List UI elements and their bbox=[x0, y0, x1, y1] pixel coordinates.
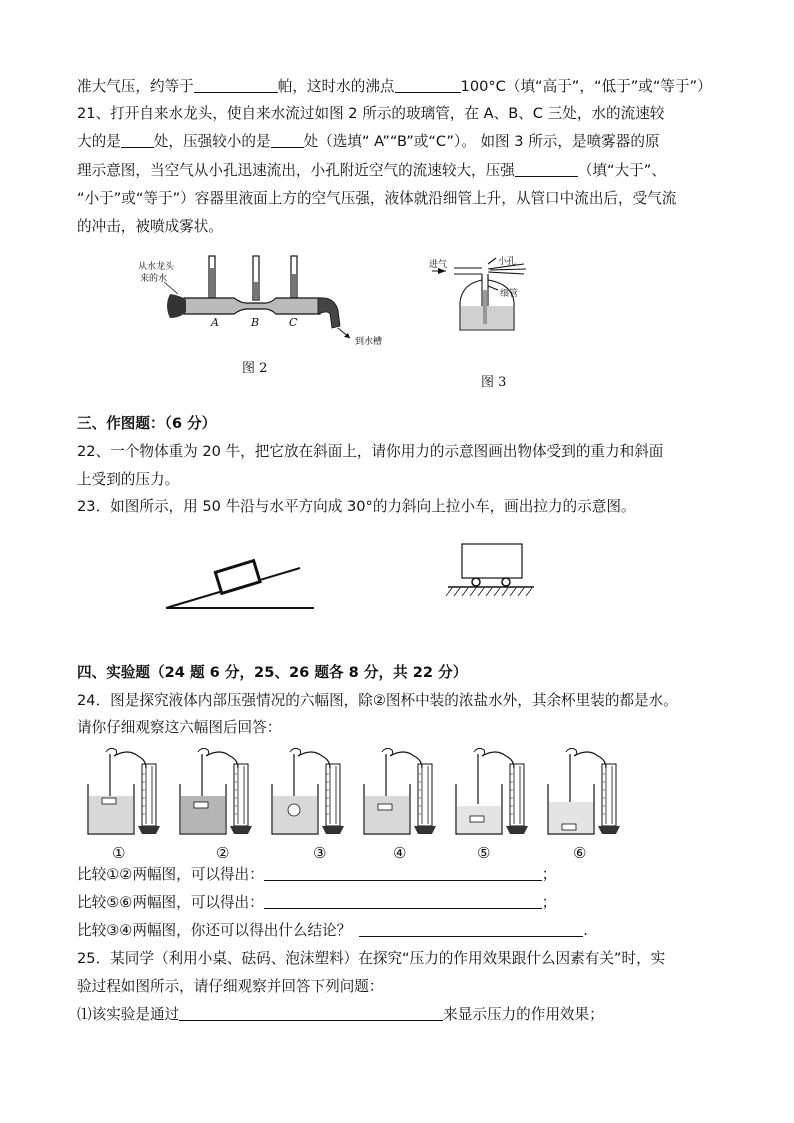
answer-blank[interactable] bbox=[359, 921, 583, 937]
fig2-label-b: B bbox=[251, 316, 260, 329]
q20-text-b: 帕，这时水的沸点 bbox=[277, 78, 395, 95]
q21-line-3 bbox=[77, 161, 666, 181]
q20-text-a: 准大气压，约等于 bbox=[77, 78, 194, 95]
section-4-title: 四、实验题（24 题 6 分，25、26 题各 8 分，共 22 分） bbox=[77, 664, 468, 681]
answer-blank[interactable] bbox=[395, 77, 461, 93]
q20-text-c: 100°C（填“高于”，“低于”或“等于”） bbox=[460, 78, 712, 95]
compare-2-text: 比较⑤⑥两幅图，可以得出： bbox=[77, 894, 264, 911]
q21-text: 大的是 bbox=[77, 133, 121, 150]
answer-blank[interactable] bbox=[264, 893, 542, 909]
fig2-label-source: 从水龙头 bbox=[138, 262, 175, 272]
fig3-label-hole: 小孔 bbox=[498, 257, 517, 267]
figure-1 bbox=[88, 748, 160, 834]
fig3-label-air: 进气 bbox=[429, 260, 448, 270]
figure-label-2: ② bbox=[216, 844, 230, 862]
q21-text: 理示意图，当空气从小孔迅速流出，小孔附近空气的流速较大，压强 bbox=[77, 162, 515, 179]
fig2-label-c: C bbox=[289, 316, 298, 329]
pressure-experiment-figures bbox=[80, 744, 620, 844]
q20-line bbox=[77, 77, 712, 97]
q25-line-2: 验过程如图所示，请仔细观察并回答下列问题： bbox=[77, 978, 384, 995]
fig2-label-source: 来的水 bbox=[140, 274, 168, 284]
compare-3-line bbox=[77, 921, 588, 941]
compare-1-line bbox=[77, 865, 556, 885]
fig3-caption: 图 3 bbox=[481, 375, 507, 390]
figure-label-3: ③ bbox=[313, 844, 327, 862]
q21-line-2 bbox=[77, 132, 660, 152]
answer-blank[interactable] bbox=[264, 865, 542, 881]
section-3-title: 三、作图题：（6 分） bbox=[77, 415, 217, 432]
fig2-label-sink: 到水槽 bbox=[355, 337, 383, 347]
figure-label-4: ④ bbox=[393, 844, 407, 862]
cart-figure bbox=[446, 540, 536, 602]
q22-line-1: 22、一个物体重为 20 牛，把它放在斜面上，请你用力的示意图画出物体受到的重力和斜面 bbox=[77, 443, 664, 460]
answer-blank[interactable] bbox=[194, 77, 278, 93]
figure-label-5: ⑤ bbox=[477, 844, 491, 862]
q25-line-1: 25．某同学（利用小桌、砝码、泡沫塑料）在探究“压力的作用效果跟什么因素有关”时，实 bbox=[77, 950, 666, 967]
answer-blank[interactable] bbox=[179, 1005, 443, 1021]
q21-line-5: 的冲击，被喷成雾状。 bbox=[77, 218, 223, 235]
q25-sub1-text: ⑴该实验是通过 bbox=[77, 1006, 180, 1023]
answer-blank[interactable] bbox=[515, 161, 578, 177]
q21-text: （填“大于”、 bbox=[577, 162, 666, 179]
compare-3-text: 比较③④两幅图，你还可以得出什么结论？ bbox=[77, 922, 352, 939]
q21-line-4: “小于”或“等于”）容器里液面上方的空气压强，液体就沿细管上升，从管口中流出后，受气流 bbox=[77, 190, 677, 207]
punctuation: . bbox=[583, 922, 588, 939]
compare-2-line bbox=[77, 893, 556, 913]
fig2-label-a: A bbox=[211, 316, 219, 329]
punctuation: ； bbox=[541, 866, 557, 883]
punctuation: ； bbox=[541, 894, 557, 911]
figure-label-1: ① bbox=[112, 844, 126, 862]
q22-line-2: 上受到的压力。 bbox=[77, 471, 180, 488]
answer-blank[interactable] bbox=[271, 132, 304, 148]
compare-1-text: 比较①②两幅图，可以得出： bbox=[77, 866, 264, 883]
q25-sub1-text: 来显示压力的作用效果； bbox=[443, 1006, 604, 1023]
q21-line-1: 21、打开自来水龙头，使自来水流过如图 2 所示的玻璃管，在 A、B、C 三处，水的流速较 bbox=[77, 105, 665, 122]
q24-line-2: 请你仔细观察这六幅图后回答： bbox=[77, 719, 282, 736]
q25-sub1-line bbox=[77, 1005, 604, 1025]
fig3-label-tube: 细管 bbox=[500, 289, 519, 299]
answer-blank[interactable] bbox=[121, 132, 154, 148]
incline-block-figure bbox=[160, 554, 320, 614]
q21-text: 处（选填“ A”“B”或“C”）。 如图 3 所示，是喷雾器的原 bbox=[303, 133, 660, 150]
fig2-caption: 图 2 bbox=[242, 361, 268, 376]
q21-text: 处，压强较小的是 bbox=[153, 133, 271, 150]
q23-line: 23．如图所示，用 50 牛沿与水平方向成 30°的力斜向上拉小车，画出拉力的示意图。 bbox=[77, 498, 636, 515]
q24-line-1: 24．图是探究液体内部压强情况的六幅图，除②图杯中装的浓盐水外，其余杯里装的都是水。 bbox=[77, 692, 678, 709]
figure-label-6: ⑥ bbox=[573, 844, 587, 862]
